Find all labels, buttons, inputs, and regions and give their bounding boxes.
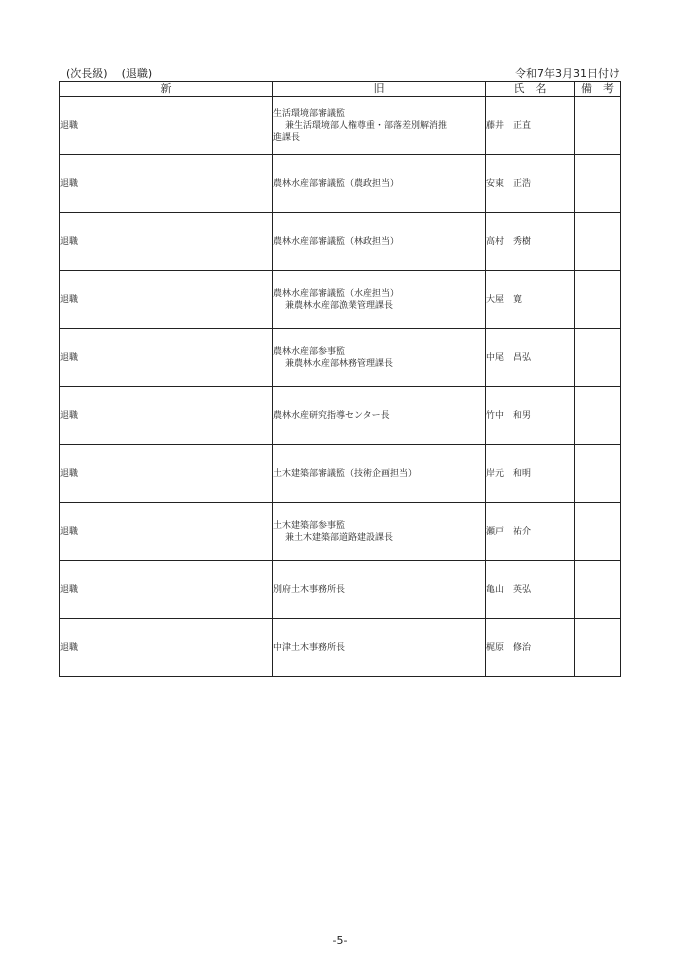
table-row xyxy=(60,271,621,329)
old-position-line: 中津土木事務所長 xyxy=(273,642,346,653)
cell-old-position xyxy=(273,213,486,271)
cell-person-name: 竹中 和男 xyxy=(486,387,575,445)
old-position-line: 兼農林水産部漁業管理課長 xyxy=(285,300,394,311)
cell-new-position: 退職 xyxy=(60,561,273,619)
cell-note xyxy=(575,561,621,619)
cell-new-position: 退職 xyxy=(60,271,273,329)
column-header-old: 旧 xyxy=(273,82,486,97)
column-header-name: 氏 名 xyxy=(486,82,575,97)
cell-person-name: 中尾 昌弘 xyxy=(486,329,575,387)
old-position-line: 生活環境部審議監 xyxy=(273,108,346,119)
cell-person-name: 亀山 英弘 xyxy=(486,561,575,619)
cell-person-name: 梶原 修治 xyxy=(486,619,575,677)
cell-new-position: 退職 xyxy=(60,503,273,561)
cell-person-name: 岸元 和明 xyxy=(486,445,575,503)
table-row xyxy=(60,445,621,503)
cell-new-position: 退職 xyxy=(60,387,273,445)
old-position-line: 農林水産部参事監 xyxy=(273,346,346,357)
cell-old-position xyxy=(273,155,486,213)
old-position-line: 土木建築部参事監 xyxy=(273,520,346,531)
column-header-note: 備 考 xyxy=(575,82,621,97)
old-position-line: 兼農林水産部林務管理課長 xyxy=(285,358,394,369)
cell-person-name: 高村 秀樹 xyxy=(486,213,575,271)
old-position-line: 農林水産研究指導センター長 xyxy=(273,410,390,421)
table-row xyxy=(60,561,621,619)
old-position-line: 別府土木事務所長 xyxy=(273,584,346,595)
cell-new-position: 退職 xyxy=(60,97,273,155)
cell-note xyxy=(575,97,621,155)
cell-old-position xyxy=(273,503,486,561)
old-position-line: 進課長 xyxy=(273,132,301,143)
table-row xyxy=(60,329,621,387)
cell-old-position xyxy=(273,97,486,155)
old-position-line: 農林水産部審議監（水産担当） xyxy=(273,288,400,299)
cell-note xyxy=(575,619,621,677)
cell-note xyxy=(575,329,621,387)
old-position-line: 兼土木建築部道路建設課長 xyxy=(285,532,394,543)
column-header-new: 新 xyxy=(60,82,273,97)
page-number: -5- xyxy=(332,934,348,947)
cell-old-position xyxy=(273,387,486,445)
category-label: (次長級) (退職) xyxy=(66,67,153,80)
table-header-row xyxy=(60,82,621,97)
cell-new-position: 退職 xyxy=(60,445,273,503)
cell-old-position xyxy=(273,561,486,619)
old-position-line: 農林水産部審議監（農政担当） xyxy=(273,178,400,189)
cell-note xyxy=(575,387,621,445)
table-row xyxy=(60,387,621,445)
cell-person-name: 藤井 正直 xyxy=(486,97,575,155)
cell-old-position xyxy=(273,271,486,329)
cell-person-name: 大屋 寛 xyxy=(486,271,575,329)
cell-new-position: 退職 xyxy=(60,619,273,677)
cell-old-position xyxy=(273,619,486,677)
cell-person-name: 瀬戸 祐介 xyxy=(486,503,575,561)
table-row xyxy=(60,619,621,677)
cell-note xyxy=(575,503,621,561)
cell-note xyxy=(575,155,621,213)
effective-date: 令和7年3月31日付け xyxy=(515,67,620,80)
table-row xyxy=(60,155,621,213)
cell-old-position xyxy=(273,445,486,503)
table-row xyxy=(60,97,621,155)
old-position-line: 兼生活環境部人権尊重・部落差別解消推 xyxy=(285,120,448,131)
cell-note xyxy=(575,213,621,271)
cell-note xyxy=(575,445,621,503)
cell-old-position xyxy=(273,329,486,387)
cell-new-position: 退職 xyxy=(60,329,273,387)
table-row xyxy=(60,503,621,561)
cell-new-position: 退職 xyxy=(60,213,273,271)
old-position-line: 農林水産部審議監（林政担当） xyxy=(273,236,400,247)
document-header xyxy=(60,65,620,81)
table-row xyxy=(60,213,621,271)
old-position-line: 土木建築部審議監（技術企画担当） xyxy=(273,468,418,479)
table-body xyxy=(60,97,621,677)
cell-person-name: 安東 正浩 xyxy=(486,155,575,213)
personnel-table xyxy=(59,81,621,677)
cell-note xyxy=(575,271,621,329)
cell-new-position: 退職 xyxy=(60,155,273,213)
